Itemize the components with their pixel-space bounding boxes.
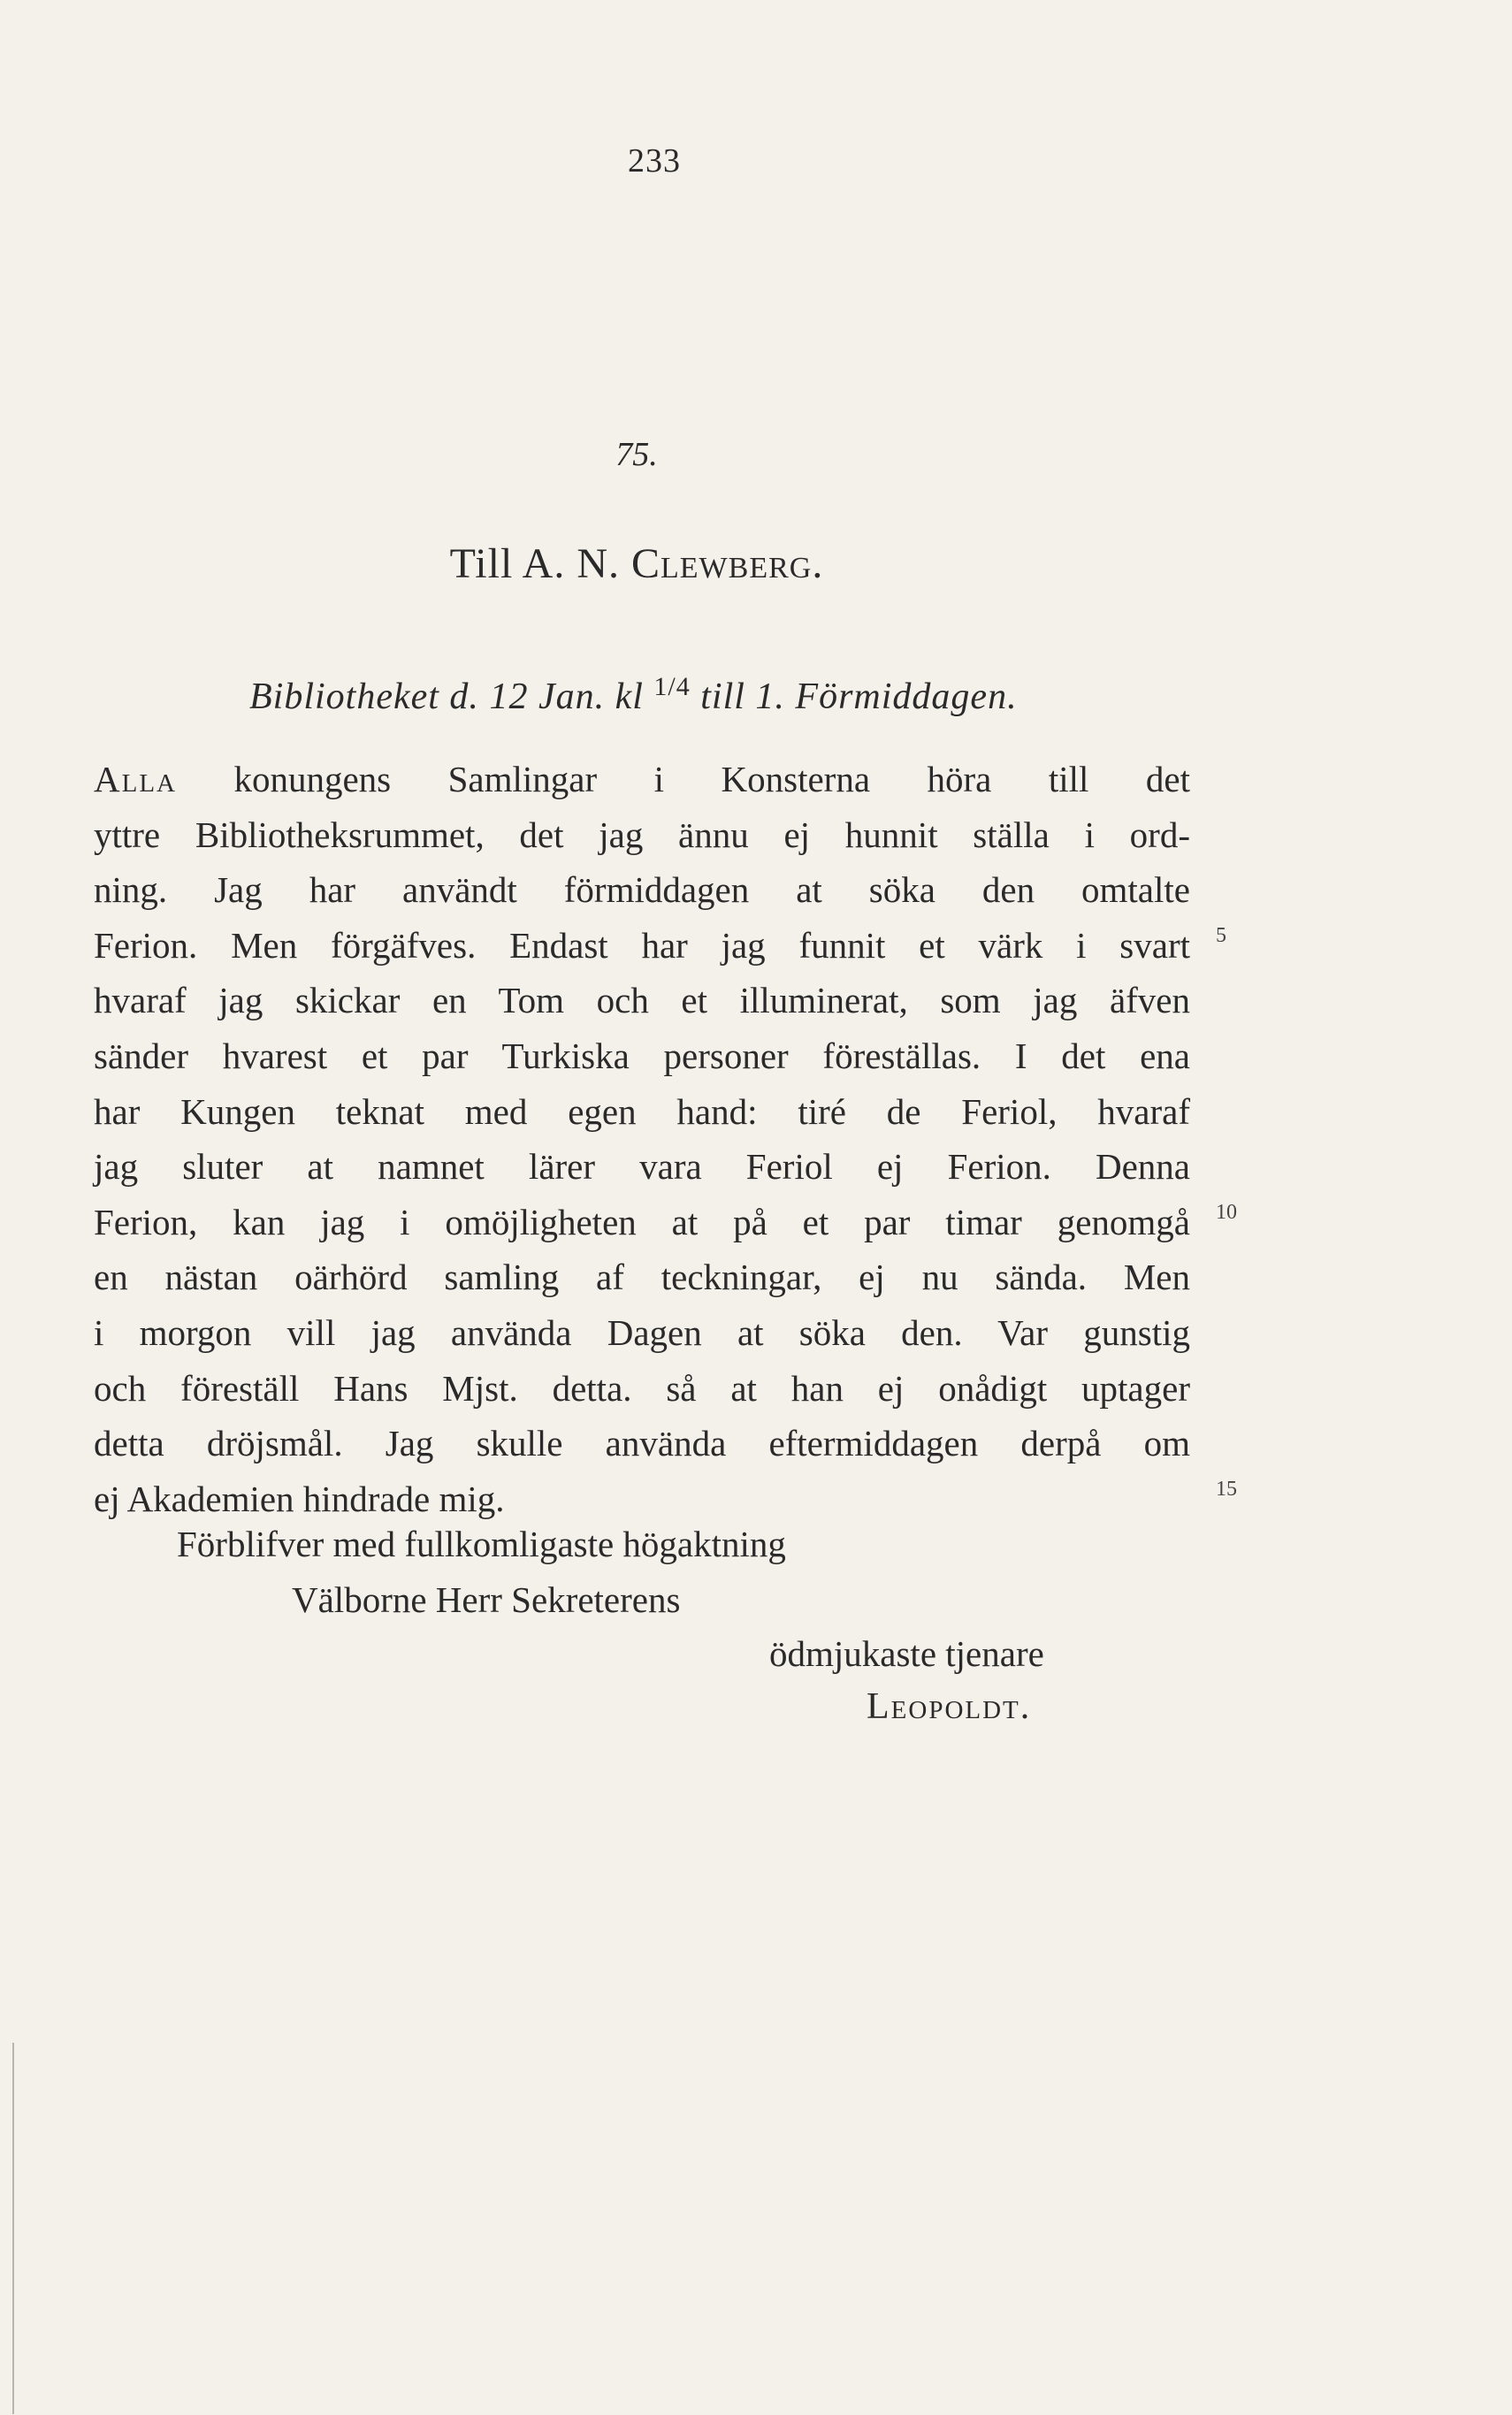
- body-line: en nästan oärhörd samling af teckningar, ej nu sända. Men: [94, 1257, 1190, 1298]
- lead-word: Alla: [94, 759, 177, 799]
- body-line: sänder hvarest et par Turkiska personer föreställas. I det ena: [94, 1035, 1190, 1076]
- dateline-month: Jan.: [538, 676, 606, 717]
- closing-line-1: Förblifver med fullkomligaste högaktning: [177, 1524, 786, 1564]
- line-marker-15: 15: [1216, 1478, 1237, 1501]
- dateline-date: 12: [489, 676, 529, 717]
- title-name: Clewberg.: [631, 540, 824, 587]
- page-number: 233: [628, 142, 681, 180]
- body-line: i morgon vill jag använda Dagen at söka den. Var gunstig: [94, 1311, 1190, 1353]
- body-line: har Kungen teknat med egen hand: tiré de Feriol, hvaraf: [94, 1090, 1190, 1132]
- dateline-place: Bibliotheket d.: [249, 676, 479, 717]
- signature: Leopoldt.: [867, 1686, 1032, 1727]
- body-line: ej Akademien hindrade mig.: [94, 1478, 505, 1519]
- closing-line-2: Välborne Herr Sekreterens: [292, 1579, 681, 1620]
- body-line: ning. Jag har användt förmiddagen at söka den omtalte: [94, 869, 1190, 911]
- body-line: Ferion. Men förgäfves. Endast har jag funnit et värk i svart: [94, 924, 1190, 966]
- body-line: och föreställ Hans Mjst. detta. så at han ej onådigt uptager: [94, 1367, 1190, 1409]
- body-line: Ferion, kan jag i omöjligheten at på et par timar genomgå: [94, 1201, 1190, 1242]
- line-marker-10: 10: [1216, 1201, 1237, 1224]
- letter-number: 75.: [615, 436, 658, 473]
- body-line: jag sluter at namnet lärer vara Feriol ej Ferion. Denna: [94, 1146, 1190, 1188]
- page-edge-line: [12, 2043, 14, 2414]
- closing-line-3: ödmjukaste tjenare: [769, 1633, 1044, 1674]
- dateline-kl: kl: [615, 676, 644, 717]
- body-line: hvaraf jag skickar en Tom och et illuminerat, som jag äfven: [94, 980, 1190, 1021]
- letter-body: [94, 752, 1190, 1526]
- body-line: [94, 752, 1190, 807]
- body-line: yttre Bibliotheksrummet, det jag ännu ej hunnit ställa i ord-: [94, 814, 1190, 855]
- letter-title: [0, 539, 1273, 588]
- line-marker-5: 5: [1216, 924, 1226, 947]
- dateline: [249, 672, 1195, 718]
- dateline-rest: till 1. Förmiddagen.: [700, 676, 1018, 717]
- title-prefix: Till A. N.: [449, 540, 620, 587]
- body-line: detta dröjsmål. Jag skulle använda eftermiddagen derpå om: [94, 1423, 1190, 1464]
- body-line-text: konungens Samlingar i Konsterna höra till det: [233, 759, 1191, 799]
- dateline-fraction: 1/4: [653, 672, 691, 701]
